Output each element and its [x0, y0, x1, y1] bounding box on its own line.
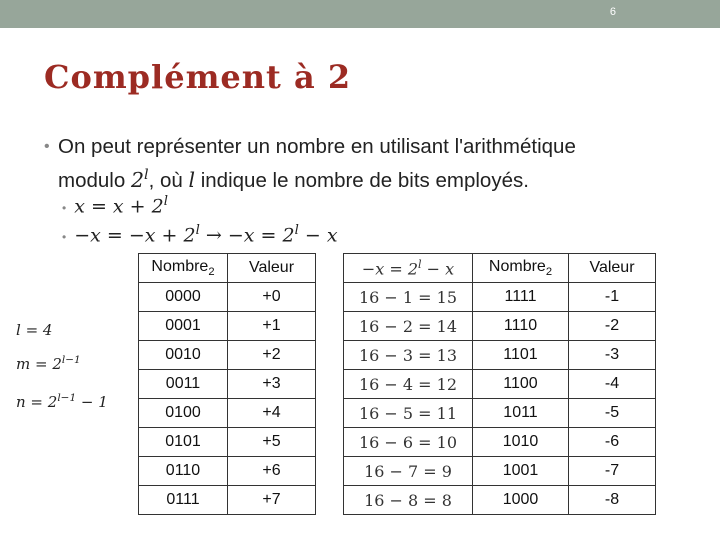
sub-bullet-dot: •: [62, 201, 67, 216]
cell-expression: 16 − 5 = 11: [344, 399, 473, 428]
cell-nombre: 1010: [473, 428, 569, 457]
cell-nombre: 1001: [473, 457, 569, 486]
sub-bullet-1-text: x = x + 2: [74, 195, 164, 218]
cell-nombre: 0110: [139, 457, 228, 486]
cell-nombre: 0111: [139, 486, 228, 515]
cell-expression: 16 − 2 = 14: [344, 312, 473, 341]
math-2l: 2$^l$: [130, 167, 149, 192]
header-valeur: Valeur: [569, 254, 656, 283]
sub-bullet-dot: •: [62, 230, 67, 245]
formula-l-text: l = 4: [16, 321, 53, 339]
sub-bullet-2-end: − x: [298, 224, 338, 247]
sup-l-minus-1: l−1: [61, 354, 81, 366]
bullet-dot: •: [44, 138, 50, 155]
cell-nombre: 0001: [139, 312, 228, 341]
table-row: [139, 457, 316, 486]
cell-valeur: +0: [228, 283, 316, 312]
formula-n: [16, 392, 108, 411]
sup-l: l: [163, 194, 168, 209]
cell-nombre: 1011: [473, 399, 569, 428]
cell-nombre: 1101: [473, 341, 569, 370]
table-row: [139, 283, 316, 312]
line2-part-a: modulo: [58, 168, 131, 192]
cell-valeur: -3: [569, 341, 656, 370]
main-bullet-line2: [58, 161, 684, 195]
cell-nombre: 1100: [473, 370, 569, 399]
table-header-row: [344, 254, 656, 283]
cell-valeur: -4: [569, 370, 656, 399]
cell-nombre: 0011: [139, 370, 228, 399]
page-number: 6: [609, 6, 616, 18]
cell-nombre: 0000: [139, 283, 228, 312]
formula-m-text: m = 2: [16, 355, 62, 373]
cell-nombre: 0100: [139, 399, 228, 428]
table-row: [139, 341, 316, 370]
header-expression: $-x = 2^l - x$: [344, 254, 473, 283]
cell-expression: 16 − 1 = 15: [344, 283, 473, 312]
formula-m: [16, 354, 81, 373]
cell-valeur: +3: [228, 370, 316, 399]
sub-bullet-2: [62, 223, 338, 246]
sub-bullet-2-text: −x = −x + 2: [74, 224, 196, 247]
header-valeur: Valeur: [228, 254, 316, 283]
table-row: [139, 399, 316, 428]
main-bullet: [44, 133, 684, 195]
top-bar: [0, 0, 720, 28]
table-row: [139, 486, 316, 515]
cell-valeur: +4: [228, 399, 316, 428]
table-row: [344, 370, 656, 399]
cell-expression: 16 − 7 = 9: [344, 457, 473, 486]
header-nombre: Nombre$_2$: [139, 254, 228, 283]
cell-valeur: +5: [228, 428, 316, 457]
sup-l-minus-1: l−1: [57, 392, 77, 404]
cell-nombre: 0101: [139, 428, 228, 457]
cell-valeur: -8: [569, 486, 656, 515]
main-bullet-line1: On peut représenter un nombre en utilisant l'arithmétique: [58, 135, 576, 158]
cell-expression: 16 − 3 = 13: [344, 341, 473, 370]
cell-nombre: 1111: [473, 283, 569, 312]
cell-valeur: -1: [569, 283, 656, 312]
line2-part-b: , où: [148, 168, 189, 192]
sub-bullet-1: [62, 194, 168, 217]
cell-nombre: 1110: [473, 312, 569, 341]
cell-expression: 16 − 4 = 12: [344, 370, 473, 399]
table-row: [344, 341, 656, 370]
cell-valeur: +1: [228, 312, 316, 341]
table-row: [139, 312, 316, 341]
cell-nombre: 0010: [139, 341, 228, 370]
sup-l: l: [195, 223, 200, 238]
math-l: l: [188, 167, 196, 192]
cell-nombre: 1000: [473, 486, 569, 515]
table-row: [344, 283, 656, 312]
cell-valeur: -6: [569, 428, 656, 457]
sup-l: l: [294, 223, 299, 238]
sup-l: l: [418, 257, 422, 271]
cell-valeur: -5: [569, 399, 656, 428]
table-row: [344, 399, 656, 428]
cell-valeur: -2: [569, 312, 656, 341]
formula-n-text: n = 2: [16, 393, 58, 411]
table-row: [344, 312, 656, 341]
cell-expression: 16 − 6 = 10: [344, 428, 473, 457]
table-row: [344, 486, 656, 515]
cell-valeur: -7: [569, 457, 656, 486]
cell-valeur: +2: [228, 341, 316, 370]
formula-n-tail: − 1: [76, 393, 108, 411]
sub-bullet-2-mid: → −x = 2: [199, 224, 295, 247]
slide-title: Complément à 2: [44, 58, 352, 96]
formula-l: [16, 321, 52, 339]
line2-part-c: indique le nombre de bits employés.: [195, 168, 529, 192]
cell-valeur: +7: [228, 486, 316, 515]
cell-valeur: +6: [228, 457, 316, 486]
table-header-row: [139, 254, 316, 283]
header-nombre: Nombre$_2$: [473, 254, 569, 283]
table-row: [344, 457, 656, 486]
table-row: [139, 370, 316, 399]
positive-values-table: [138, 253, 316, 515]
table-row: [139, 428, 316, 457]
cell-expression: 16 − 8 = 8: [344, 486, 473, 515]
table-row: [344, 428, 656, 457]
negative-values-table: [343, 253, 656, 515]
